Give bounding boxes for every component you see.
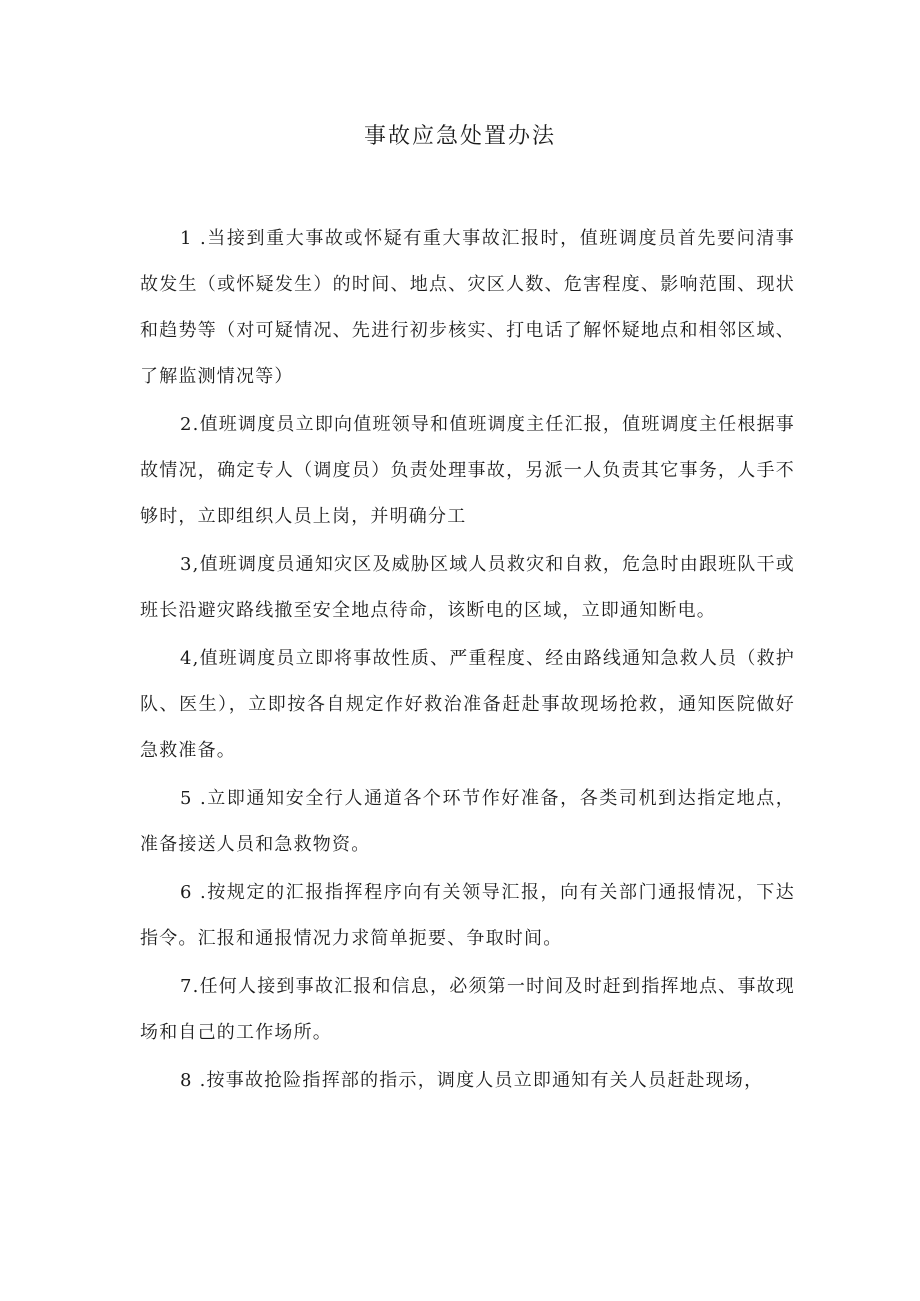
- paragraph-4: 4,值班调度员立即将事故性质、严重程度、经由路线通知急救人员（救护队、医生），立即按各自规定作好救治准备赶赴事故现场抢救，通知医院做好急救准备。: [140, 648, 795, 761]
- paragraph-5: 5 .立即通知安全行人通道各个环节作好准备，各类司机到达指定地点，准备接送人员和急救物资。: [140, 788, 795, 855]
- document-title: 事故应急处置办法: [363, 124, 556, 149]
- paragraph-2: 2.值班调度员立即向值班领导和值班调度主任汇报，值班调度主任根据事故情况，确定专人（调度员）负责处理事故，另派一人负责其它事务，人手不够时，立即组织人员上岗，并明确分工: [140, 414, 795, 527]
- paragraph-7: 7.任何人接到事故汇报和信息，必须第一时间及时赶到指挥地点、事故现场和自己的工作场所。: [140, 976, 795, 1043]
- paragraph-6: 6 .按规定的汇报指挥程序向有关领导汇报，向有关部门通报情况，下达指令。汇报和通报情况力求简单扼要、争取时间。: [140, 882, 795, 949]
- paragraph-3: 3,值班调度员通知灾区及威胁区域人员救灾和自救，危急时由跟班队干或班长沿避灾路线撤至安全地点待命，该断电的区域，立即通知断电。: [140, 554, 795, 621]
- paragraph-8: 8 .按事故抢险指挥部的指示，调度人员立即通知有关人员赶赴现场，: [180, 1070, 764, 1091]
- paragraph-1: 1 .当接到重大事故或怀疑有重大事故汇报时，值班调度员首先要问清事故发生（或怀疑发生）的时间、地点、灾区人数、危害程度、影响范围、现状和趋势等（对可疑情况、先进行初步核实、打电话了解怀疑地点和相邻区域、了解监测情况等）: [140, 228, 795, 387]
- document-body: [140, 216, 795, 1104]
